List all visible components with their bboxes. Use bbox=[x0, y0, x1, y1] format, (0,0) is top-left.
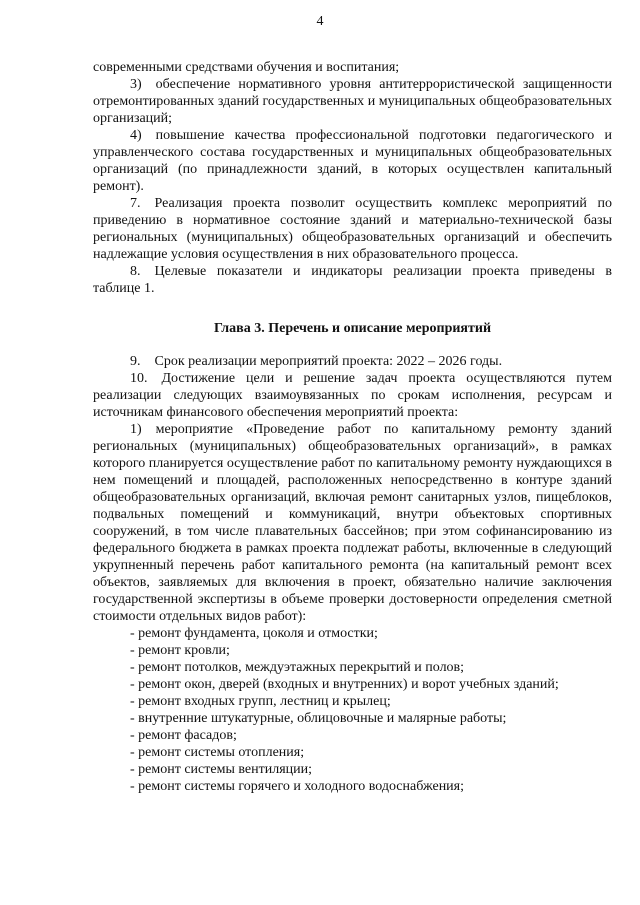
list-item: - ремонт системы горячего и холодного водоснабжения; bbox=[130, 779, 465, 794]
paragraph-item-4: 4) повышение качества профессиональной подготовки педагогического и управленческого состава государственных и муниципальных общеобразовательных организаций (по принадлежности зданий, в которых осуществлен капитальный ремонт). bbox=[93, 128, 612, 194]
list-item: - ремонт входных групп, лестниц и крылец; bbox=[130, 694, 391, 709]
list-item: - ремонт кровли; bbox=[130, 643, 230, 658]
list-item: - ремонт потолков, междуэтажных перекрытий и полов; bbox=[130, 660, 465, 675]
work-list bbox=[93, 625, 612, 795]
list-item: - ремонт окон, дверей (входных и внутренних) и ворот учебных зданий; bbox=[130, 677, 559, 692]
page-number: 4 bbox=[316, 14, 324, 29]
list-item: - внутренние штукатурные, облицовочные и малярные работы; bbox=[130, 711, 507, 726]
chapter-heading: Глава 3. Перечень и описание мероприятий bbox=[213, 321, 492, 336]
paragraph-8: 8. Целевые показатели и индикаторы реализации проекта приведены в таблице 1. bbox=[93, 264, 612, 296]
page-body bbox=[93, 59, 612, 795]
paragraph-continuation: современными средствами обучения и воспитания; bbox=[93, 60, 400, 75]
list-item: - ремонт фасадов; bbox=[130, 728, 237, 743]
paragraph-item-3: 3) обеспечение нормативного уровня антитеррористической защищенности отремонтированных зданий государственных и муниципальных общеобразовательных организаций; bbox=[93, 77, 612, 126]
paragraph-9: 9. Срок реализации мероприятий проекта: 2022 – 2026 годы. bbox=[130, 354, 503, 369]
paragraph-7: 7. Реализация проекта позволит осуществить комплекс мероприятий по приведению в нормативное состояние зданий и материально-технической базы региональных (муниципальных) общеобразовательных организаций и обеспечить надлежащие условия осуществления в них образовательного процесса. bbox=[93, 196, 612, 262]
list-item: - ремонт фундамента, цоколя и отмостки; bbox=[130, 626, 378, 641]
list-item: - ремонт системы вентиляции; bbox=[130, 762, 312, 777]
paragraph-10: 10. Достижение цели и решение задач проекта осуществляются путем реализации следующих взаимоувязанных по срокам исполнения, ресурсам и источникам финансового обеспечения мероприятий проекта: bbox=[93, 371, 612, 420]
paragraph-measure-1: 1) мероприятие «Проведение работ по капитальному ремонту зданий региональных (муниципальных) общеобразовательных организаций», в рамках которого планируется осуществление работ по капитальному ремонту нуждающихся в нем помещений и площадей, расположенных непосредственно в контуре зданий общеобразовательных организаций, включая ремонт санитарных узлов, пищеблоков, подвальных помещений и коммуникаций, внутри объектовых спортивных сооружений, в том числе плавательных бассейнов; при этом софинансированию из федерального бюджета в рамках проекта подлежат работы, включенные в следующий укрупненный перечень работ капитального ремонта (на капитальный ремонт всех объектов, заявляемых для включения в проект, обязательно наличие заключения государственной экспертизы в объеме проверки достоверности определения сметной стоимости отдельных видов работ): bbox=[93, 422, 612, 624]
list-item: - ремонт системы отопления; bbox=[130, 745, 305, 760]
